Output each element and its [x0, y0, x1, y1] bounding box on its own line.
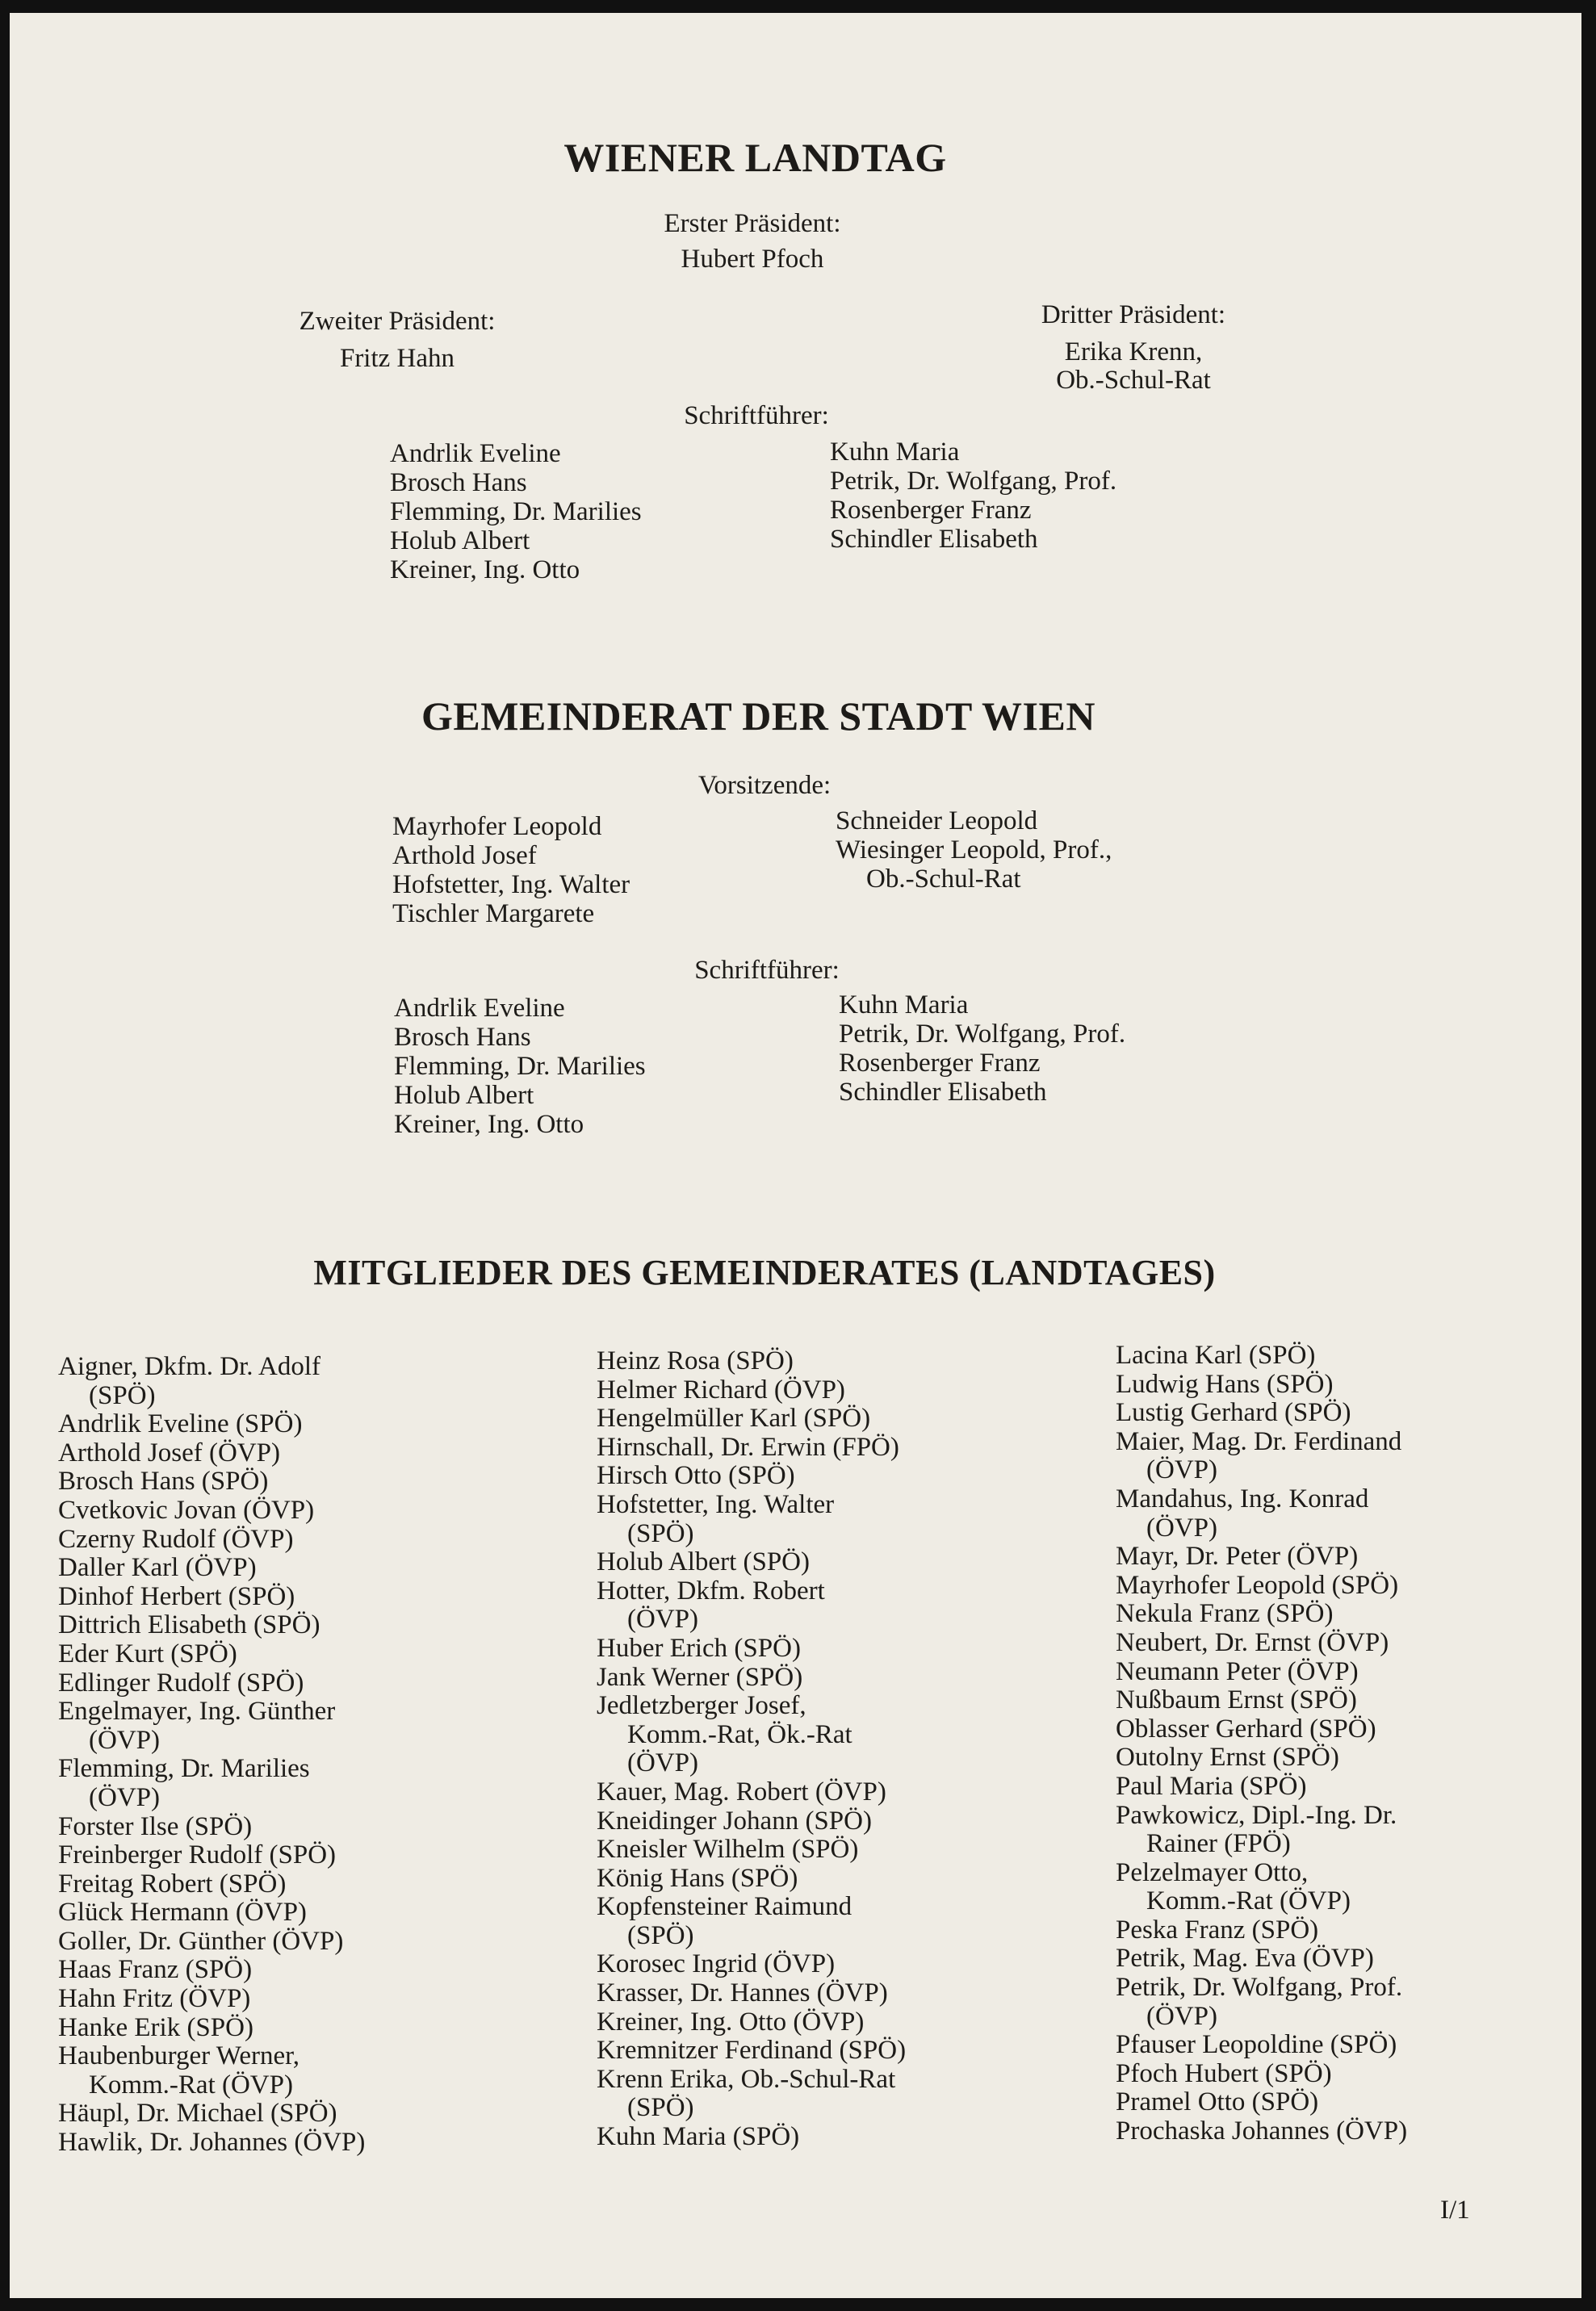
list-item: Schindler Elisabeth: [839, 1078, 1047, 1107]
member-entry: Engelmayer, Ing. Günther (ÖVP): [58, 1697, 336, 1755]
member-entry: Kremnitzer Ferdinand (SPÖ): [597, 2036, 907, 2066]
member-entry: Brosch Hans (SPÖ): [58, 1467, 269, 1497]
member-entry: Pramel Otto (SPÖ): [1116, 2087, 1319, 2117]
member-entry: Cvetkovic Jovan (ÖVP): [58, 1495, 315, 1525]
member-entry: Helmer Richard (ÖVP): [597, 1375, 845, 1405]
member-entry: Kuhn Maria (SPÖ): [597, 2122, 800, 2152]
list-item: Brosch Hans: [390, 468, 527, 497]
landtag-title: WIENER LANDTAG: [563, 135, 947, 180]
member-entry: Holub Albert (SPÖ): [597, 1547, 810, 1577]
member-entry: Lacina Karl (SPÖ): [1116, 1341, 1316, 1370]
document-page: [10, 13, 1581, 2298]
members-title: MITGLIEDER DES GEMEINDERATES (LANDTAGES): [313, 1253, 1216, 1292]
third-president-name-line2: Ob.-Schul-Rat: [1056, 366, 1211, 395]
list-item: Schindler Elisabeth: [830, 525, 1038, 554]
member-entry: König Hans (SPÖ): [597, 1863, 798, 1893]
member-entry: Andrlik Eveline (SPÖ): [58, 1409, 303, 1439]
member-entry: Pfoch Hubert (SPÖ): [1116, 2058, 1332, 2088]
list-item: Flemming, Dr. Marilies: [394, 1052, 646, 1081]
list-item: Petrik, Dr. Wolfgang, Prof.: [830, 467, 1117, 496]
member-entry: Hotter, Dkfm. Robert (ÖVP): [597, 1576, 825, 1635]
list-item: Flemming, Dr. Marilies: [390, 497, 642, 526]
member-entry: Freitag Robert (SPÖ): [58, 1869, 287, 1899]
member-entry: Hahn Fritz (ÖVP): [58, 1984, 251, 2014]
member-entry: Nußbaum Ernst (SPÖ): [1116, 1685, 1357, 1715]
member-entry: Haas Franz (SPÖ): [58, 1955, 253, 1985]
member-entry: Ludwig Hans (SPÖ): [1116, 1369, 1334, 1399]
list-item: Wiesinger Leopold, Prof.,: [836, 835, 1112, 865]
list-item: Holub Albert: [390, 526, 530, 555]
list-item: Andrlik Eveline: [390, 439, 561, 468]
member-entry: Pfauser Leopoldine (SPÖ): [1116, 2030, 1397, 2060]
member-entry: Kopfensteiner Raimund (SPÖ): [597, 1892, 852, 1950]
chairs-right: [836, 806, 1112, 894]
chairs-left: [392, 812, 630, 928]
list-item: Kreiner, Ing. Otto: [394, 1110, 584, 1139]
list-item: Schneider Leopold: [836, 806, 1038, 835]
member-entry: Goller, Dr. Günther (ÖVP): [58, 1926, 344, 1956]
list-item: Andrlik Eveline: [394, 994, 565, 1023]
landtag-secretaries-label: Schriftführer:: [684, 401, 829, 430]
list-item: Brosch Hans: [394, 1023, 531, 1052]
third-president-label: Dritter Präsident:: [1041, 300, 1226, 329]
member-entry: Paul Maria (SPÖ): [1116, 1771, 1307, 1801]
member-entry: Kreiner, Ing. Otto (ÖVP): [597, 2007, 865, 2037]
member-entry: Maier, Mag. Dr. Ferdinand (ÖVP): [1116, 1426, 1402, 1485]
member-entry: Häupl, Dr. Michael (SPÖ): [58, 2099, 337, 2129]
member-entry: Nekula Franz (SPÖ): [1116, 1599, 1334, 1629]
gemeinderat-secretaries-right: [839, 990, 1125, 1107]
member-entry: Petrik, Mag. Eva (ÖVP): [1116, 1944, 1374, 1974]
third-president-name-line1: Erika Krenn,: [1064, 337, 1203, 366]
member-entry: Dinhof Herbert (SPÖ): [58, 1581, 295, 1611]
member-entry: Mayrhofer Leopold (SPÖ): [1116, 1570, 1399, 1600]
members-column-2: [597, 1347, 906, 2152]
member-entry: Haubenburger Werner, Komm.-Rat (ÖVP): [58, 2041, 300, 2100]
chairs-label: Vorsitzende:: [697, 771, 832, 800]
list-item: Mayrhofer Leopold: [392, 812, 602, 841]
member-entry: Kneisler Wilhelm (SPÖ): [597, 1835, 859, 1865]
member-entry: Aigner, Dkfm. Dr. Adolf (SPÖ): [58, 1352, 320, 1410]
member-entry: Mayr, Dr. Peter (ÖVP): [1116, 1542, 1359, 1572]
member-entry: Mandahus, Ing. Konrad (ÖVP): [1116, 1484, 1369, 1543]
member-entry: Pawkowicz, Dipl.-Ing. Dr. Rainer (FPÖ): [1116, 1800, 1397, 1859]
gemeinderat-secretaries-label: Schriftführer:: [694, 956, 840, 985]
member-entry: Hawlik, Dr. Johannes (ÖVP): [58, 2128, 366, 2158]
member-entry: Krenn Erika, Ob.-Schul-Rat (SPÖ): [597, 2064, 896, 2123]
list-item: Arthold Josef: [392, 841, 537, 870]
member-entry: Krasser, Dr. Hannes (ÖVP): [597, 1978, 888, 2008]
gemeinderat-title: GEMEINDERAT DER STADT WIEN: [421, 693, 1095, 739]
list-item: Kuhn Maria: [839, 990, 969, 1019]
list-item: Kreiner, Ing. Otto: [390, 555, 580, 584]
member-entry: Hofstetter, Ing. Walter (SPÖ): [597, 1489, 835, 1548]
member-entry: Edlinger Rudolf (SPÖ): [58, 1668, 304, 1698]
member-entry: Daller Karl (ÖVP): [58, 1553, 257, 1583]
member-entry: Jank Werner (SPÖ): [597, 1662, 803, 1692]
landtag-secretaries-right: [830, 437, 1116, 554]
member-entry: Huber Erich (SPÖ): [597, 1633, 801, 1663]
member-entry: Kauer, Mag. Robert (ÖVP): [597, 1777, 886, 1807]
member-entry: Hirnschall, Dr. Erwin (FPÖ): [597, 1432, 899, 1462]
list-item: Holub Albert: [394, 1081, 534, 1110]
member-entry: Arthold Josef (ÖVP): [58, 1438, 280, 1467]
second-president-label: Zweiter Präsident:: [299, 307, 496, 336]
member-entry: Eder Kurt (SPÖ): [58, 1639, 237, 1668]
page-number: I/1: [1440, 2196, 1470, 2225]
members-column-3: [1116, 1342, 1407, 2146]
first-president-label: Erster Präsident:: [664, 209, 841, 238]
list-item: Rosenberger Franz: [830, 496, 1032, 525]
member-entry: Neubert, Dr. Ernst (ÖVP): [1116, 1627, 1389, 1657]
member-entry: Czerny Rudolf (ÖVP): [58, 1524, 294, 1554]
member-entry: Heinz Rosa (SPÖ): [597, 1346, 794, 1375]
list-item: Petrik, Dr. Wolfgang, Prof.: [839, 1019, 1126, 1049]
member-entry: Hirsch Otto (SPÖ): [597, 1461, 795, 1491]
list-item: Tischler Margarete: [392, 899, 595, 928]
member-entry: Hengelmüller Karl (SPÖ): [597, 1404, 871, 1434]
member-entry: Prochaska Johannes (ÖVP): [1116, 2116, 1408, 2146]
member-entry: Freinberger Rudolf (SPÖ): [58, 1840, 337, 1870]
member-entry: Forster Ilse (SPÖ): [58, 1811, 253, 1841]
member-entry: Jedletzberger Josef, Komm.-Rat, Ök.-Rat (ÖVP): [597, 1691, 852, 1778]
member-entry: Korosec Ingrid (ÖVP): [597, 1949, 836, 1979]
members-column-1: [58, 1353, 365, 2158]
second-president-name: Fritz Hahn: [339, 344, 455, 373]
member-entry: Kneidinger Johann (SPÖ): [597, 1806, 872, 1836]
member-entry: Outolny Ernst (SPÖ): [1116, 1743, 1339, 1773]
member-entry: Lustig Gerhard (SPÖ): [1116, 1398, 1351, 1428]
first-president-name: Hubert Pfoch: [681, 245, 824, 274]
list-item: Ob.-Schul-Rat: [866, 865, 1021, 894]
landtag-secretaries-left: [390, 439, 642, 584]
member-entry: Dittrich Elisabeth (SPÖ): [58, 1610, 320, 1640]
member-entry: Glück Hermann (ÖVP): [58, 1898, 307, 1928]
gemeinderat-secretaries-left: [394, 994, 646, 1139]
list-item: Kuhn Maria: [830, 437, 960, 467]
member-entry: Hanke Erik (SPÖ): [58, 2012, 253, 2042]
member-entry: Oblasser Gerhard (SPÖ): [1116, 1714, 1376, 1744]
member-entry: Peska Franz (SPÖ): [1116, 1915, 1319, 1945]
list-item: Rosenberger Franz: [839, 1049, 1041, 1078]
member-entry: Pelzelmayer Otto, Komm.-Rat (ÖVP): [1116, 1857, 1351, 1916]
member-entry: Neumann Peter (ÖVP): [1116, 1656, 1359, 1686]
list-item: Hofstetter, Ing. Walter: [392, 870, 630, 899]
member-entry: Flemming, Dr. Marilies (ÖVP): [58, 1754, 310, 1812]
member-entry: Petrik, Dr. Wolfgang, Prof. (ÖVP): [1116, 1973, 1403, 2031]
